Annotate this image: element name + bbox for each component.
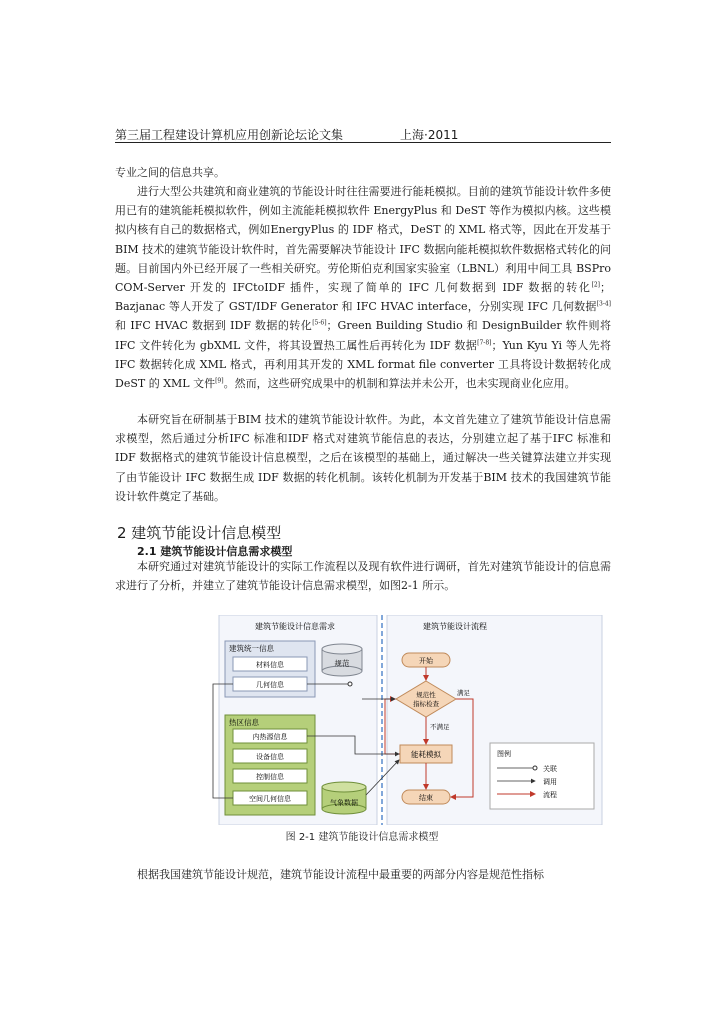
flow-fail-label: 不满足 [430,723,450,731]
subsection-heading: 2.1 建筑节能设计信息需求模型 [137,545,293,558]
p1-text-a: 进行大型公共建筑和商业建筑的节能设计时往往需要进行能耗模拟。目前的建筑节能设计软件多使用已有的建筑能耗模拟软件，例如主流能耗模拟软件 EnergyPlus 和 DeST 等作为模拟内核。这些模拟内核有自己的数据格式，例如EnergyPlus 的 IDF 格式，DeST 的 XML 格式等，因此在开发基于 BIM 技术的建筑节能设计软件时，首先需要解决节能设计 IFC 数据向能耗模拟软件数据格式转化的问题。目前国内外已经开展了一些相关研究。劳伦斯伯克利国家实验室（LBNL）利用中间工具 BSPro COM-Server 开发的 IFCtoIDF 插件，实现了简单的 IFC 几何数据到 IDF 数据的转化 [115,185,611,295]
citation-9: [9] [215,377,224,385]
citation-5-6: [5-6] [312,319,327,327]
figure-diagram [205,615,615,825]
standard-database-label: 规范 [334,659,350,668]
standard-database [322,644,362,676]
header-venue: 上海·2011 [400,128,459,142]
flow-check-label-1: 规范性 [416,691,436,699]
citation-3-4: [3-4] [596,300,611,308]
running-header [115,126,611,143]
p1-text-c: 和 IFC HVAC 数据到 IDF 数据的转化 [115,319,313,333]
legend-assoc-node [533,766,537,770]
flow-check-label-2: 指标检查 [413,700,439,708]
paragraph-2: 本研究旨在研制基于BIM 技术的建筑节能设计软件。为此，本文首先建立了建筑节能设计信息需求模型，然后通过分析IFC 标准和IDF 格式对建筑节能信息的表达，分别建立起了基于IFC 标准和IDF 数据格式的建筑节能设计信息模型，之后在该模型的基础上，通过解决一些关键算法建立并实现了由节能设计 IFC 数据生成 IDF 数据的转化机制。该转化机制为开发基于BIM 技术的我国建筑节能设计软件奠定了基础。 [115,413,611,503]
control-info-label: 控制信息 [256,773,284,781]
weather-database-label: 气象数据 [330,799,358,807]
p1-text-f: 。然而，这些研究成果中的机制和算法并未公开，也未实现商业化应用。 [223,377,576,391]
zone-info-title: 热区信息 [229,718,259,727]
legend-flow-label: 流程 [543,791,557,799]
flow-pass-label: 满足 [457,689,470,697]
legend-title: 图例 [497,750,511,758]
weather-database [322,782,366,814]
link-node [348,682,352,686]
flow-start-label: 开始 [419,657,433,665]
figure-caption: 图 2-1 建筑节能设计信息需求模型 [285,832,439,843]
flow-simulate-label: 能耗模拟 [411,750,441,759]
paragraph-4: 根据我国建筑节能设计规范，建筑节能设计流程中最重要的两部分内容是规范性指标 [137,868,544,881]
legend-call-label: 调用 [543,778,557,786]
paragraph-3: 本研究通过对建筑节能设计的实际工作流程以及现有软件进行调研，首先对建筑节能设计的信息需求进行了分析，并建立了建筑节能设计信息需求模型，如图2-1 所示。 [115,560,611,593]
legend-assoc-label: 关联 [543,765,557,773]
paragraph-0: 专业之间的信息共享。 [115,166,225,179]
building-info-title: 建筑统一信息 [229,644,274,653]
flow-end-label: 结束 [419,794,433,802]
p1-text-d: ；Green Building Studio 和 DesignBuilder 软件则将 IFC 文件转化为 gbXML 文件，将其设置热工属性后再转化为 IDF 数据 [115,319,611,352]
geometry-info-label: 几何信息 [256,681,284,689]
space-geometry-label: 空间几何信息 [249,795,291,803]
material-info-label: 材料信息 [256,661,284,669]
citation-2: [2] [591,281,600,289]
paragraph-1 [115,182,611,393]
p1-text-e: ；Yun Kyu Yi 等人先将 IFC 数据转化成 XML 格式，再利用其开发的 XML format file converter 工具将设计数据转化成 DeST 的 XML 文件 [115,338,611,391]
p1-text-b: ；Bazjanac 等人开发了 GST/IDF Generator 和 IFC HVAC interface，分别实现 IFC 几何数据 [115,281,611,314]
equipment-info-label: 设备信息 [256,753,284,761]
right-panel-title: 建筑节能设计流程 [423,622,487,631]
citation-7-8: [7-8] [477,338,492,346]
left-panel-title: 建筑节能设计信息需求 [255,622,335,631]
header-proceedings-title: 第三届工程建设计算机应用创新论坛论文集 [115,128,344,142]
internal-heat-label: 内热源信息 [252,733,288,741]
section-heading: 2 建筑节能设计信息模型 [117,524,282,542]
